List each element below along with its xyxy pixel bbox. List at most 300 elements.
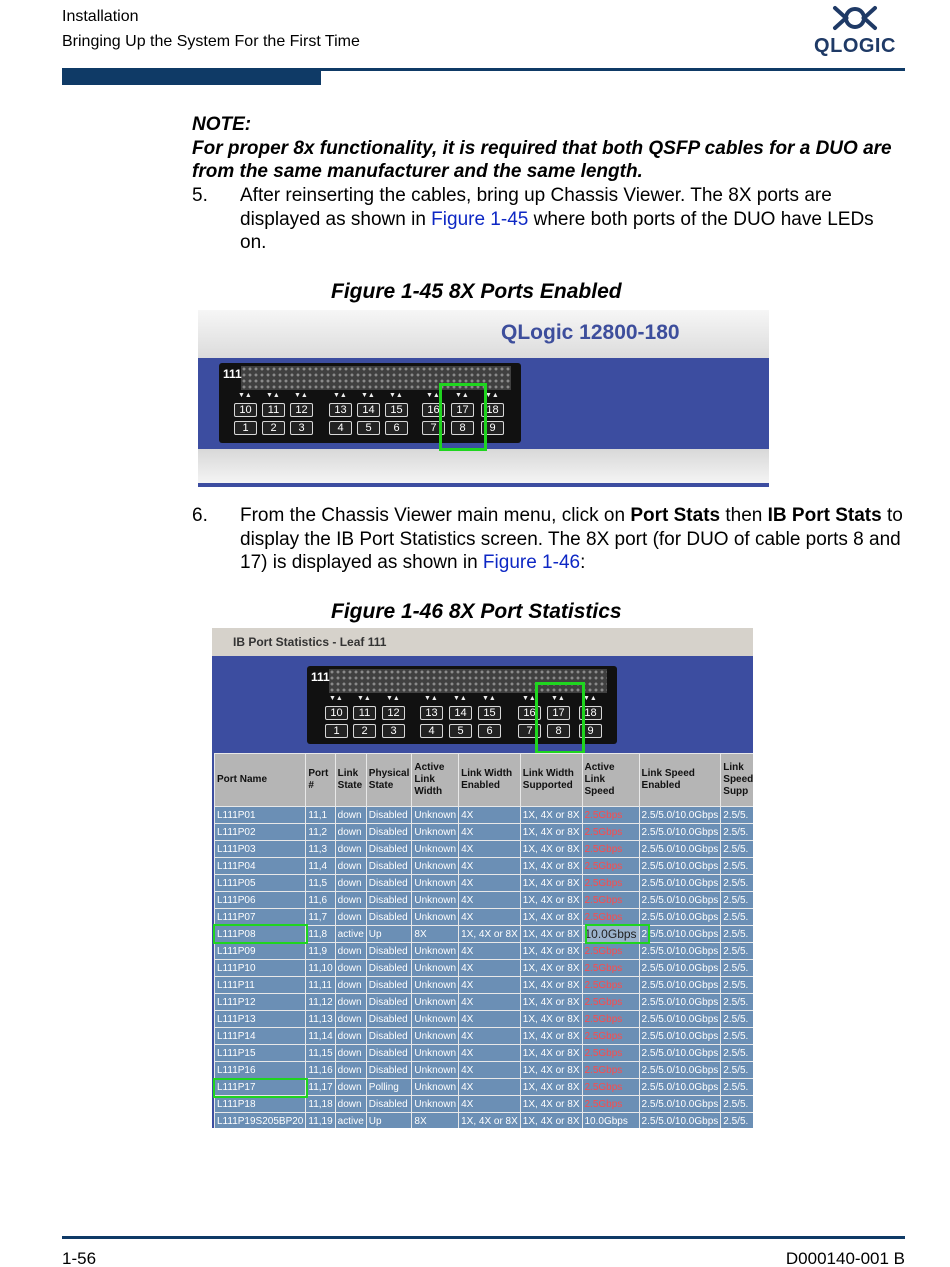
port-15[interactable]: 15 [385,403,408,417]
port-18[interactable]: 18 [579,706,602,720]
table-cell: 2.5/5.0/10.0Gbps [639,807,721,824]
table-cell: 11,4 [306,858,335,875]
table-cell: 4X [459,892,521,909]
port-led-icon: ▼▲ [389,392,403,399]
step-5-text: After reinserting the cables, bring up Chassis Viewer. The 8X ports are displayed as shown in Figure 1-45 where both ports of the DUO have LEDs on. [240,185,874,253]
port-led-icon: ▼▲ [333,392,347,399]
table-cell: 11,6 [306,892,335,909]
table-cell: 11,16 [306,1062,335,1079]
table-cell: L111P14 [215,1028,306,1045]
table-cell: Disabled [366,824,412,841]
table-cell: 11,17 [306,1079,335,1096]
table-cell: 2.5/5.0/10.0Gbps [639,926,721,943]
table-cell: Unknown [412,807,459,824]
table-cell: Unknown [412,875,459,892]
table-row[interactable] [215,994,754,1011]
qlogic-logo-mark-icon [808,4,902,34]
table-cell: 11,1 [306,807,335,824]
step-5-number: 5. [192,185,208,206]
table-cell: 2.5/5. [721,926,753,943]
port-10[interactable]: 10 [234,403,257,417]
port-12[interactable]: 12 [382,706,405,720]
table-cell: Unknown [412,1045,459,1062]
table-cell: 11,2 [306,824,335,841]
column-header[interactable]: Link State [335,754,366,807]
table-cell: Disabled [366,858,412,875]
port-4[interactable]: 4 [420,724,443,738]
table-cell: active [335,926,366,943]
port-8-row-highlight [213,924,308,944]
leaf-id: 111 [311,670,330,684]
table-cell: 2.5/5.0/10.0Gbps [639,892,721,909]
table-cell: Disabled [366,909,412,926]
port-led-icon: ▼▲ [357,695,371,702]
table-cell: down [335,875,366,892]
table-cell: 1X, 4X or 8X [520,943,582,960]
table-cell: L111P07 [215,909,306,926]
table-cell: L111P13 [215,1011,306,1028]
table-cell: 2.5/5. [721,943,753,960]
table-cell: 1X, 4X or 8X [520,994,582,1011]
port-8[interactable]: 8 [451,421,474,435]
duo-port-highlight [535,682,585,754]
table-cell: 2.5Gbps [582,943,639,960]
step-6-number: 6. [192,505,208,526]
table-cell: 10.0Gbps [582,926,639,943]
note-title: NOTE: [192,114,252,135]
table-cell: Disabled [366,1062,412,1079]
table-cell: 11,12 [306,994,335,1011]
table-row[interactable] [215,1113,754,1129]
table-cell: 1X, 4X or 8X [520,1062,582,1079]
table-cell: 2.5/5. [721,1079,753,1096]
column-header[interactable]: Link Width Enabled [459,754,521,807]
port-3[interactable]: 3 [382,724,405,738]
note-text: For proper 8x functionality, it is required that both QSFP cables for a DUO are from the same manufacturer and the same length. [192,138,892,182]
port-6[interactable]: 6 [478,724,501,738]
footer-rule [62,1236,905,1239]
port-led-icon: ▼▲ [583,695,597,702]
port-6[interactable]: 6 [385,421,408,435]
table-cell: 2.5/5.0/10.0Gbps [639,1045,721,1062]
table-cell: down [335,841,366,858]
port-led-icon: ▼▲ [485,392,499,399]
table-cell: L111P15 [215,1045,306,1062]
qlogic-logo-text: QLOGIC [814,35,896,57]
port-2[interactable]: 2 [353,724,376,738]
table-cell: 2.5Gbps [582,858,639,875]
table-cell: Unknown [412,1028,459,1045]
port-2[interactable]: 2 [262,421,285,435]
chassis-device-title: QLogic 12800-180 [501,321,680,344]
table-cell: 4X [459,943,521,960]
column-header[interactable]: Link Speed Enabled [639,754,721,807]
table-cell: down [335,807,366,824]
port-8[interactable]: 8 [547,724,570,738]
table-cell: 2.5Gbps [582,909,639,926]
active-speed-highlight [585,924,650,944]
figure-1-46-port-statistics [212,628,753,1128]
table-cell: 2.5/5. [721,1113,753,1129]
port-led-icon: ▼▲ [522,695,536,702]
table-cell: 2.5/5. [721,807,753,824]
port-16[interactable]: 16 [518,706,541,720]
port-led-icon: ▼▲ [238,392,252,399]
table-cell: 2.5/5.0/10.0Gbps [639,960,721,977]
table-cell: Unknown [412,824,459,841]
table-cell: 11,3 [306,841,335,858]
table-cell: Disabled [366,977,412,994]
table-cell: L111P01 [215,807,306,824]
table-cell: Unknown [412,960,459,977]
table-cell: 1X, 4X or 8X [520,892,582,909]
column-header[interactable]: Active Link Speed [582,754,639,807]
table-cell: 2.5/5. [721,909,753,926]
table-cell: L111P02 [215,824,306,841]
table-cell: Polling [366,1079,412,1096]
qlogic-logo [808,4,902,60]
table-cell: Unknown [412,977,459,994]
step-6-text: From the Chassis Viewer main menu, click on Port Stats then IB Port Stats to display the IB Port Statistics screen. The 8X port (for DUO of cable ports 8 and 17) is displayed as shown in Figure 1-46: [240,505,903,573]
port-7[interactable]: 7 [518,724,541,738]
table-row[interactable] [215,892,754,909]
table-cell: 2.5Gbps [582,875,639,892]
table-cell: down [335,977,366,994]
port-13[interactable]: 13 [420,706,443,720]
table-cell: 1X, 4X or 8X [459,1113,521,1129]
table-cell: 4X [459,858,521,875]
table-row[interactable] [215,807,754,824]
table-cell: Unknown [412,841,459,858]
table-cell: 2.5Gbps [582,1062,639,1079]
table-cell: 2.5/5.0/10.0Gbps [639,841,721,858]
table-cell: 2.5Gbps [582,807,639,824]
document-id: D000140-001 B [785,1249,905,1267]
table-cell: 8X [412,926,459,943]
table-row[interactable] [215,1011,754,1028]
table-cell: 1X, 4X or 8X [520,1028,582,1045]
table-cell: Disabled [366,1011,412,1028]
table-cell: down [335,824,366,841]
table-cell: down [335,1045,366,1062]
header-bar [62,68,321,85]
port-led-icon: ▼▲ [294,392,308,399]
table-cell: 2.5Gbps [582,960,639,977]
port-9[interactable]: 9 [481,421,504,435]
table-cell: 11,5 [306,875,335,892]
table-cell: 2.5/5. [721,1011,753,1028]
table-cell: 1X, 4X or 8X [520,977,582,994]
port-4[interactable]: 4 [329,421,352,435]
table-cell: L111P08 [215,926,306,943]
table-cell: 4X [459,960,521,977]
port-16[interactable]: 16 [422,403,445,417]
table-cell: down [335,994,366,1011]
table-cell: Disabled [366,943,412,960]
header-subsection: Bringing Up the System For the First Time [62,33,360,50]
table-cell: Unknown [412,943,459,960]
port-led-icon: ▼▲ [386,695,400,702]
table-cell: Up [366,1113,412,1129]
table-row[interactable] [215,977,754,994]
table-cell: down [335,943,366,960]
table-cell: Unknown [412,858,459,875]
port-led-icon: ▼▲ [482,695,496,702]
table-cell: 10.0Gbps [582,1113,639,1129]
table-cell: 4X [459,1062,521,1079]
table-cell: L111P05 [215,875,306,892]
table-cell: 2.5/5.0/10.0Gbps [639,1062,721,1079]
table-header-row [215,754,754,807]
table-cell: 2.5/5.0/10.0Gbps [639,1096,721,1113]
table-cell: 1X, 4X or 8X [520,1113,582,1129]
table-cell: 2.5Gbps [582,1011,639,1028]
port-14[interactable]: 14 [357,403,380,417]
table-cell: 2.5/5.0/10.0Gbps [639,943,721,960]
table-cell: 1X, 4X or 8X [520,1079,582,1096]
table-cell: 4X [459,875,521,892]
table-cell: 1X, 4X or 8X [520,909,582,926]
table-cell: 2.5/5.0/10.0Gbps [639,1011,721,1028]
port-led-icon: ▼▲ [426,392,440,399]
port-9[interactable]: 9 [579,724,602,738]
table-cell: 11,14 [306,1028,335,1045]
port-11[interactable]: 11 [353,706,376,720]
table-cell: L111P18 [215,1096,306,1113]
table-cell: 4X [459,977,521,994]
table-cell: 2.5/5.0/10.0Gbps [639,994,721,1011]
port-3[interactable]: 3 [290,421,313,435]
table-row[interactable] [215,858,754,875]
table-row[interactable] [215,943,754,960]
port-17-row-highlight [213,1078,308,1098]
chassis-bottom-band [198,449,769,483]
table-cell: 1X, 4X or 8X [520,841,582,858]
table-cell: Unknown [412,994,459,1011]
table-row[interactable] [215,1028,754,1045]
table-cell: L111P04 [215,858,306,875]
table-cell: 4X [459,807,521,824]
table-cell: 4X [459,994,521,1011]
table-cell: 4X [459,1011,521,1028]
table-cell: Disabled [366,1045,412,1062]
port-5[interactable]: 5 [357,421,380,435]
table-cell: L111P06 [215,892,306,909]
table-cell: L111P17 [215,1079,306,1096]
port-led-icon: ▼▲ [266,392,280,399]
port-10[interactable]: 10 [325,706,348,720]
column-header[interactable]: Port # [306,754,335,807]
table-cell: 1X, 4X or 8X [520,875,582,892]
leaf-id: 111 [223,367,242,381]
table-cell: down [335,1028,366,1045]
table-cell: Unknown [412,892,459,909]
table-cell: 2.5/5. [721,841,753,858]
table-cell: 11,19 [306,1113,335,1129]
column-header[interactable]: Active Link Width [412,754,459,807]
column-header[interactable]: Physical State [366,754,412,807]
table-cell: down [335,1079,366,1096]
port-led-icon: ▼▲ [424,695,438,702]
table-cell: active [335,1113,366,1129]
table-cell: Disabled [366,960,412,977]
table-cell: down [335,909,366,926]
port-12[interactable]: 12 [290,403,313,417]
table-cell: 2.5/5.0/10.0Gbps [639,1113,721,1129]
port-5[interactable]: 5 [449,724,472,738]
table-cell: 1X, 4X or 8X [520,926,582,943]
table-cell: Unknown [412,1096,459,1113]
figure-1-45-link[interactable]: Figure 1-45 [431,208,529,230]
table-cell: 2.5/5.0/10.0Gbps [639,858,721,875]
table-row[interactable] [215,909,754,926]
table-cell: Up [366,926,412,943]
table-row[interactable] [215,875,754,892]
table-cell: 11,18 [306,1096,335,1113]
table-row[interactable] [215,824,754,841]
table-cell: 2.5/5. [721,1096,753,1113]
table-cell: 4X [459,841,521,858]
table-cell: 11,15 [306,1045,335,1062]
table-cell: Disabled [366,892,412,909]
table-cell: 2.5/5. [721,1045,753,1062]
port-17[interactable]: 17 [547,706,570,720]
table-cell: L111P10 [215,960,306,977]
table-cell: Disabled [366,1096,412,1113]
table-cell: 2.5/5.0/10.0Gbps [639,977,721,994]
duo-port-highlight [439,383,487,451]
table-cell: down [335,892,366,909]
header-section: Installation [62,8,139,25]
table-cell: Disabled [366,841,412,858]
table-cell: 11,13 [306,1011,335,1028]
port-17[interactable]: 17 [451,403,474,417]
table-row[interactable] [215,1045,754,1062]
port-11[interactable]: 11 [262,403,285,417]
table-cell: L111P16 [215,1062,306,1079]
table-cell: 2.5Gbps [582,1096,639,1113]
table-cell: 2.5/5. [721,977,753,994]
table-cell: 2.5/5. [721,892,753,909]
column-header[interactable]: Link Width Supported [520,754,582,807]
port-led-icon: ▼▲ [453,695,467,702]
table-cell: down [335,960,366,977]
table-cell: 11,11 [306,977,335,994]
table-cell: 2.5Gbps [582,994,639,1011]
table-cell: Unknown [412,1079,459,1096]
table-cell: 2.5/5. [721,1062,753,1079]
table-cell: 2.5Gbps [582,892,639,909]
table-cell: 11,9 [306,943,335,960]
table-cell: 4X [459,824,521,841]
table-cell: Unknown [412,1011,459,1028]
table-cell: 2.5/5.0/10.0Gbps [639,1028,721,1045]
table-cell: 1X, 4X or 8X [520,858,582,875]
port-led-icon: ▼▲ [361,392,375,399]
table-cell: 2.5/5.0/10.0Gbps [639,909,721,926]
table-cell: 2.5Gbps [582,1045,639,1062]
table-cell: 2.5/5. [721,858,753,875]
column-header[interactable]: Port Name [215,754,306,807]
table-cell: 1X, 4X or 8X [520,807,582,824]
table-cell: 2.5Gbps [582,1079,639,1096]
table-cell: L111P11 [215,977,306,994]
table-cell: 2.5/5. [721,960,753,977]
table-cell: 1X, 4X or 8X [520,1096,582,1113]
table-row[interactable] [215,960,754,977]
table-cell: down [335,1096,366,1113]
table-cell: 1X, 4X or 8X [520,1045,582,1062]
port-1[interactable]: 1 [325,724,348,738]
table-cell: 2.5Gbps [582,824,639,841]
table-cell: Disabled [366,807,412,824]
port-15[interactable]: 15 [478,706,501,720]
port-18[interactable]: 18 [481,403,504,417]
table-cell: 4X [459,1028,521,1045]
table-cell: 1X, 4X or 8X [520,824,582,841]
table-cell: 4X [459,909,521,926]
chassis-title-band [198,310,769,358]
table-cell: 11,7 [306,909,335,926]
table-cell: L111P19S205BP20 [215,1113,306,1129]
table-cell: 2.5Gbps [582,1028,639,1045]
table-cell: Disabled [366,994,412,1011]
table-row[interactable] [215,1096,754,1113]
figure-1-46-link[interactable]: Figure 1-46 [482,552,581,573]
table-cell: 8X [412,1113,459,1129]
table-cell: 2.5/5. [721,1028,753,1045]
page-number: 1-56 [62,1249,97,1267]
table-cell: 1X, 4X or 8X [459,926,521,943]
table-cell: 2.5Gbps [582,841,639,858]
table-cell: 2.5Gbps [582,977,639,994]
port-14[interactable]: 14 [449,706,472,720]
table-cell: down [335,1062,366,1079]
port-led-icon: ▼▲ [455,392,469,399]
table-cell: 4X [459,1079,521,1096]
table-cell: L111P12 [215,994,306,1011]
port-13[interactable]: 13 [329,403,352,417]
table-cell: L111P09 [215,943,306,960]
table-cell: 4X [459,1045,521,1062]
column-header[interactable]: Link Speed Supp [721,754,753,807]
table-cell: 2.5/5.0/10.0Gbps [639,875,721,892]
port-1[interactable]: 1 [234,421,257,435]
table-cell: Disabled [366,1028,412,1045]
table-cell: down [335,858,366,875]
table-cell: Disabled [366,875,412,892]
table-cell: 2.5/5. [721,875,753,892]
table-cell: 2.5/5. [721,994,753,1011]
port-7[interactable]: 7 [422,421,445,435]
window-title: IB Port Statistics - Leaf 111 [212,628,753,656]
table-cell: Unknown [412,909,459,926]
figure-1-45-caption: Figure 1-45 8X Ports Enabled [331,280,622,303]
figure-1-46-caption: Figure 1-46 8X Port Statistics [331,600,622,623]
table-cell: 2.5/5.0/10.0Gbps [639,824,721,841]
table-cell: 4X [459,1096,521,1113]
table-cell: 11,8 [306,926,335,943]
table-cell: 2.5/5.0/10.0Gbps [639,1079,721,1096]
table-cell: down [335,1011,366,1028]
table-cell: Unknown [412,1062,459,1079]
figure-1-45-chassis-view [198,310,769,487]
table-cell: 1X, 4X or 8X [520,960,582,977]
table-cell: L111P03 [215,841,306,858]
table-row[interactable] [215,841,754,858]
table-cell: 2.5/5. [721,824,753,841]
table-row[interactable] [215,1062,754,1079]
